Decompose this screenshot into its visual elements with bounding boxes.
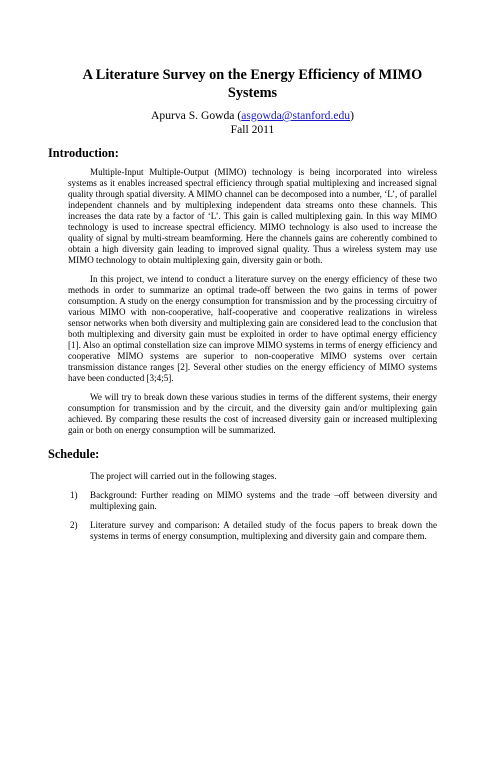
schedule-list (68, 490, 437, 542)
document-title: A Literature Survey on the Energy Efficiency of MIMO Systems (82, 67, 423, 101)
list-item (68, 490, 437, 512)
schedule-lead: The project will carried out in the following stages. (90, 471, 277, 481)
introduction-paragraph-1: Multiple-Input Multiple-Output (MIMO) technology is being incorporated into wireless systems as it enables increased spectral efficiency through spatial multiplexing and increased signal quality through spatial diversity. A MIMO channel can be decomposed into a number, ‘L’, of parallel independent channels and by multiplexing independent data streams onto these channels. This increases the data rate by a factor of ‘L’. This gain is called multiplexing gain. In this way MIMO technology is used to increase spectral efficiency. MIMO technology is also used to increase the quality of signal by multi-stream beamforming. Here the channels gains are coherently combined to obtain a high diversity gain leading to improved signal quality. Thus a wireless system may use MIMO technology to obtain multiplexing gain, diversity gain or both. (68, 167, 437, 265)
list-item-number: 1) (70, 490, 78, 500)
author-line (68, 109, 437, 123)
introduction-heading: Introduction: (48, 146, 119, 160)
list-item (68, 520, 437, 542)
author-name: Apurva S. Gowda ( (151, 109, 242, 122)
author-suffix: ) (350, 109, 354, 122)
document-page (0, 66, 496, 768)
list-item-text: Literature survey and comparison: A detailed study of the focus papers to break down the systems in terms of energy consumption, multiplexing and diversity gain and compare them. (90, 520, 437, 541)
introduction-paragraph-3: We will try to break down these various studies in terms of the different systems, their energy consumption for transmission and by the circuit, and the diversity gain and/or multiplexing gain achieved. By comparing these results the cost of increased diversity gain or increased multiplexing gain or both on energy consumption will be summarized. (68, 392, 437, 435)
introduction-paragraph-2: In this project, we intend to conduct a literature survey on the energy efficiency of these two methods in order to summarize an optimal trade-off between the two gains in terms of power consumption. A study on the energy consumption for transmission and by the processing circuitry of various MIMO with non-cooperative, half-cooperative and cooperative realizations in wireless sensor networks when both diversity and multiplexing gain are considered lead to the conclusion that both multiplexing and diversity gain must be exploited in order to have optimal energy efficiency [1]. Also an optimal constellation size can improve MIMO systems in terms of energy efficiency and cooperative MIMO systems are superior to non-cooperative MIMO systems over certain transmission distance ranges [2]. Several other studies on the energy efficiency of MIMO systems have been conducted [3;4;5]. (68, 274, 437, 383)
list-item-number: 2) (70, 520, 78, 530)
list-item-text: Background: Further reading on MIMO systems and the trade –off between diversity and multiplexing gain. (90, 490, 437, 511)
author-email-link[interactable]: asgowda@stanford.edu (241, 109, 351, 122)
schedule-heading: Schedule: (48, 447, 100, 461)
document-date: Fall 2011 (230, 123, 275, 136)
